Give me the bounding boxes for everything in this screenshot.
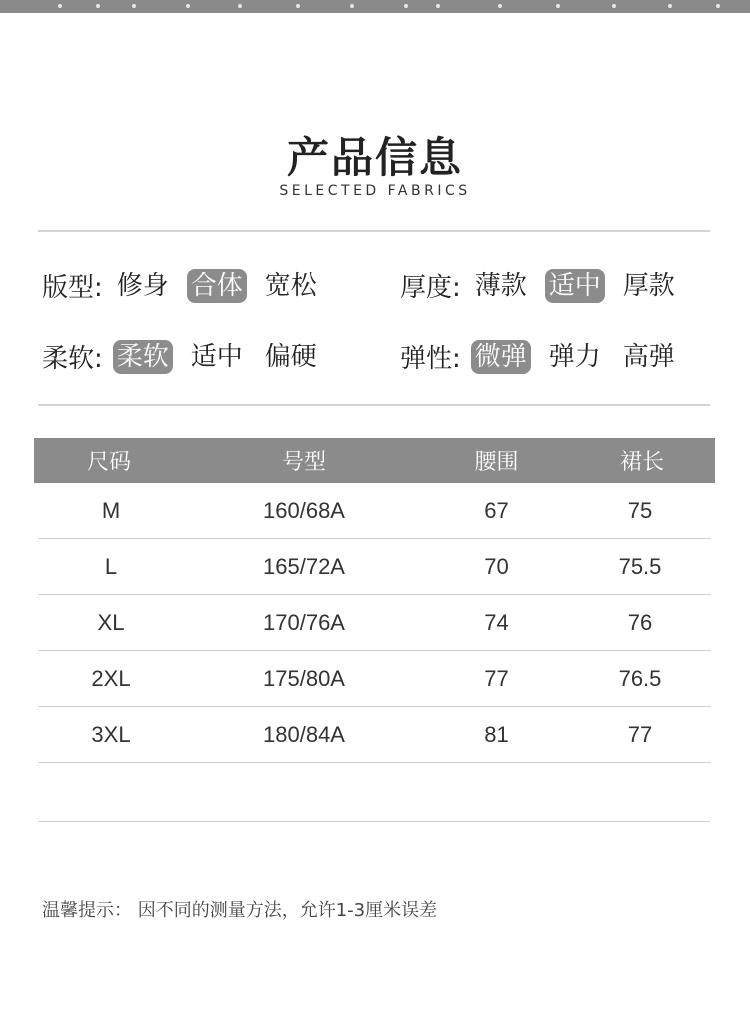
cell-skirt-length: 76.5 <box>618 665 662 691</box>
top-decorative-band <box>0 0 750 13</box>
cell-body-type: 160/68A <box>263 497 345 523</box>
attribute-option: 宽松 <box>264 270 317 301</box>
band-dot <box>716 4 720 8</box>
attribute-elasticity <box>400 338 693 375</box>
band-dot <box>296 4 300 8</box>
header-waist: 腰围 <box>474 450 519 475</box>
attribute-option-selected: 微弹 <box>471 340 531 374</box>
table-row <box>38 707 711 763</box>
attribute-label: 厚度: <box>400 273 461 303</box>
cell-skirt-length: 77 <box>627 721 653 747</box>
cell-skirt-length: 75 <box>627 497 653 523</box>
attribute-option-selected: 适中 <box>545 269 605 303</box>
attribute-softness <box>42 338 335 375</box>
attribute-option: 高弹 <box>622 341 675 372</box>
band-dot <box>612 4 616 8</box>
page-title: 产品信息 <box>286 133 463 182</box>
cell-size: L <box>104 553 118 579</box>
band-dot <box>58 4 62 8</box>
band-dot <box>132 4 136 8</box>
attribute-option: 偏硬 <box>264 341 317 372</box>
attribute-option-selected: 合体 <box>187 269 247 303</box>
band-dot <box>350 4 354 8</box>
cell-size: M <box>101 497 121 523</box>
cell-skirt-length: 75.5 <box>618 553 662 579</box>
band-dot <box>556 4 560 8</box>
attribute-option: 厚款 <box>622 270 675 301</box>
band-dot <box>186 4 190 8</box>
cell-body-type: 180/84A <box>263 721 345 747</box>
header-body-type: 号型 <box>281 450 326 475</box>
cell-skirt-length: 76 <box>627 609 653 635</box>
cell-body-type: 170/76A <box>263 609 345 635</box>
band-dot <box>96 4 100 8</box>
attribute-label: 柔软: <box>42 344 103 374</box>
cell-waist: 70 <box>484 553 509 579</box>
band-dot <box>668 4 672 8</box>
cell-waist: 77 <box>484 665 509 691</box>
band-dot <box>238 4 242 8</box>
table-row <box>38 651 711 707</box>
attribute-label: 弹性: <box>400 344 461 374</box>
page-subtitle: SELECTED FABRICS <box>279 183 471 199</box>
attribute-option: 修身 <box>116 270 169 301</box>
cell-size: XL <box>97 609 125 635</box>
table-header <box>34 438 715 483</box>
divider <box>38 230 710 232</box>
table-row <box>38 539 711 595</box>
table-row <box>38 595 711 651</box>
cell-waist: 67 <box>484 497 509 523</box>
attribute-option: 适中 <box>190 341 243 372</box>
size-table <box>34 438 715 763</box>
divider <box>38 404 710 406</box>
attribute-option: 弹力 <box>548 341 601 372</box>
attribute-label: 版型: <box>42 273 103 303</box>
cell-body-type: 165/72A <box>263 553 345 579</box>
band-dot <box>498 4 502 8</box>
attribute-thickness <box>400 267 693 304</box>
divider <box>38 821 710 822</box>
band-dot <box>404 4 408 8</box>
attribute-fit <box>42 267 335 304</box>
tip-note: 温馨提示： 因不同的测量方法，允许1-3厘米误差 <box>42 900 438 921</box>
table-row <box>38 483 711 539</box>
cell-size: 3XL <box>91 721 131 747</box>
attribute-option: 薄款 <box>474 270 527 301</box>
attribute-option-selected: 柔软 <box>113 340 173 374</box>
band-dot <box>436 4 440 8</box>
cell-waist: 74 <box>484 609 509 635</box>
header-skirt-length: 裙长 <box>619 450 664 475</box>
header-size: 尺码 <box>86 450 131 475</box>
cell-size: 2XL <box>91 665 131 691</box>
cell-waist: 81 <box>484 721 509 747</box>
cell-body-type: 175/80A <box>263 665 345 691</box>
